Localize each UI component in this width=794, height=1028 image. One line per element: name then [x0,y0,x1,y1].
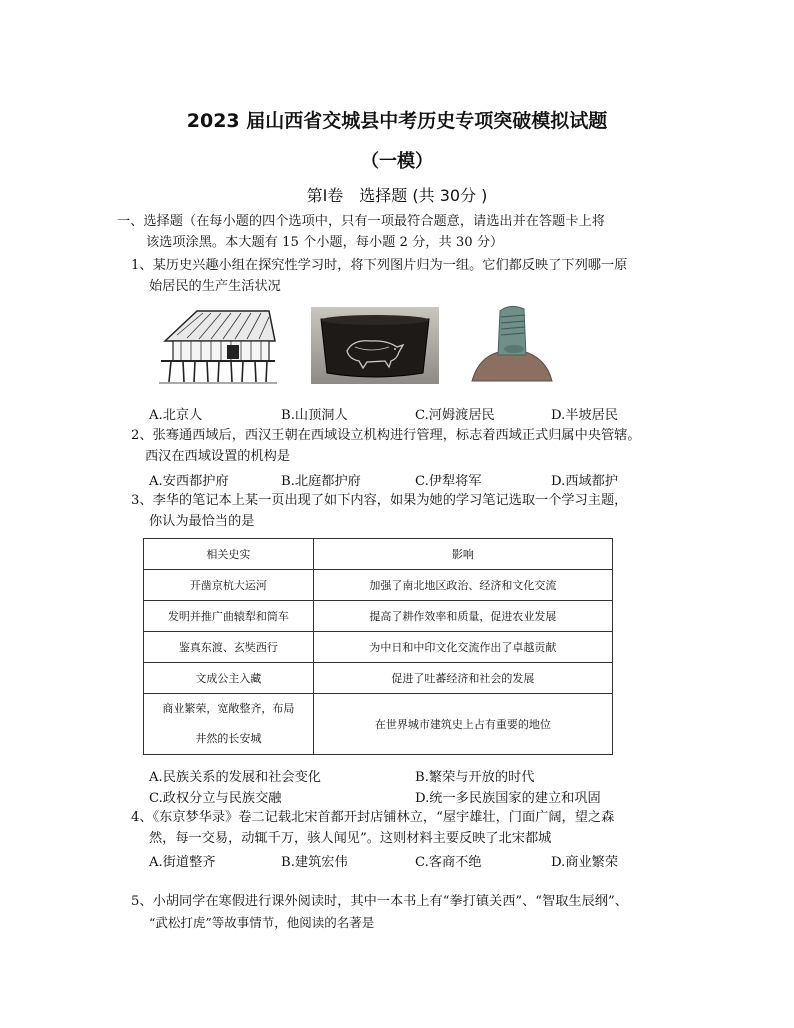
table-cell: 开凿京杭大运河 [144,570,314,601]
question-1-option-a[interactable]: A.北京人 [149,408,203,423]
table-header-row [144,539,613,570]
table-row [144,601,613,632]
table-cell: 促进了吐蕃经济和社会的发展 [313,663,612,694]
bone-spade-image [470,301,554,384]
question-2-stem-line-1: 2、张骞通西域后，西汉王朝在西域设立机构进行管理，标志着西域正式归属中央管辖。 [131,428,641,443]
table-row [144,694,613,755]
table-cell [144,694,314,755]
instructions-line-2: 该选项涂黑。本大题有 15 个小题，每小题 2 分，共 30 分） [146,235,504,250]
question-2-stem-line-2: 西汉在西域设置的机构是 [145,449,291,464]
question-4-option-c[interactable]: C.客商不绝 [415,855,482,870]
question-3-option-b[interactable]: B.繁荣与开放的时代 [415,770,535,785]
question-5-stem-line-1: 5、小胡同学在寒假进行课外阅读时，其中一本书上有“拳打镇关西”、“智取生辰纲”、 [131,894,628,909]
question-2-option-d[interactable]: D.西域都护 [551,474,619,489]
instructions-line-1: 一、选择题（在每小题的四个选项中，只有一项最符合题意，请选出并在答题卡上将 [117,214,605,229]
question-1-option-b[interactable]: B.山顶洞人 [281,408,348,423]
table-cell: 发明并推广曲辕犁和筒车 [144,601,314,632]
table-cell-line: 商业繁荣，宽敞整齐，布局 [162,702,295,715]
table-header-cell: 影响 [313,539,612,570]
table-row [144,570,613,601]
exam-title: 2023 届山西省交城县中考历史专项突破模拟试题 [186,110,608,132]
question-1-option-d[interactable]: D.半坡居民 [551,408,619,423]
table-cell: 加强了南北地区政治、经济和文化交流 [313,570,612,601]
question-3-option-a[interactable]: A.民族关系的发展和社会变化 [149,770,321,785]
question-4-stem-line-2: 然，每一交易，动辄千万，骇人闻见”。这则材料主要反映了北宋都城 [149,831,552,846]
table-cell: 鉴真东渡、玄奘西行 [144,632,314,663]
question-2-option-c[interactable]: C.伊犁将军 [415,474,482,489]
question-4-option-a[interactable]: A.街道整齐 [149,855,216,870]
question-1-option-c[interactable]: C.河姆渡居民 [415,408,495,423]
stilt-house-image [157,305,279,384]
question-1-stem-line-1: 1、某历史兴趣小组在探究性学习时，将下列图片归为一组。它们都反映了下列哪一原 [131,258,628,273]
question-4-stem-line-1: 4、《东京梦华录》卷二记载北宋首都开封店铺林立，“屋宇雄壮，门面广阔，望之森 [131,810,615,825]
question-3-option-d[interactable]: D.统一多民族国家的建立和巩固 [415,791,601,806]
black-pottery-pig-bowl-image [311,307,439,384]
question-1-stem-line-2: 始居民的生产生活状况 [149,279,281,294]
table-cell: 文成公主入藏 [144,663,314,694]
table-row [144,632,613,663]
question-4-option-b[interactable]: B.建筑宏伟 [281,855,348,870]
question-2-option-b[interactable]: B.北庭都护府 [281,474,361,489]
table-cell-line: 井然的长安城 [195,732,262,745]
table-cell: 提高了耕作效率和质量，促进农业发展 [313,601,612,632]
section-heading: 第Ⅰ卷 选择题 (共 30分 ) [306,186,488,205]
question-3-stem-line-1: 3、李华的笔记本上某一页出现了如下内容，如果为她的学习笔记选取一个学习主题， [131,493,628,508]
question-3-option-c[interactable]: C.政权分立与民族交融 [149,791,282,806]
question-2-option-a[interactable]: A.安西都护府 [149,474,229,489]
table-cell: 为中日和中印文化交流作出了卓越贡献 [313,632,612,663]
question-5-stem-line-2: “武松打虎”等故事情节，他阅读的名著是 [149,915,375,930]
table-row [144,663,613,694]
question-4-option-d[interactable]: D.商业繁荣 [551,855,619,870]
table-cell: 在世界城市建筑史上占有重要的地位 [313,694,612,755]
question-3-stem-line-2: 你认为最恰当的是 [149,514,255,529]
table-header-cell: 相关史实 [144,539,314,570]
notes-table [143,538,613,755]
exam-subtitle: （一模） [361,151,433,172]
